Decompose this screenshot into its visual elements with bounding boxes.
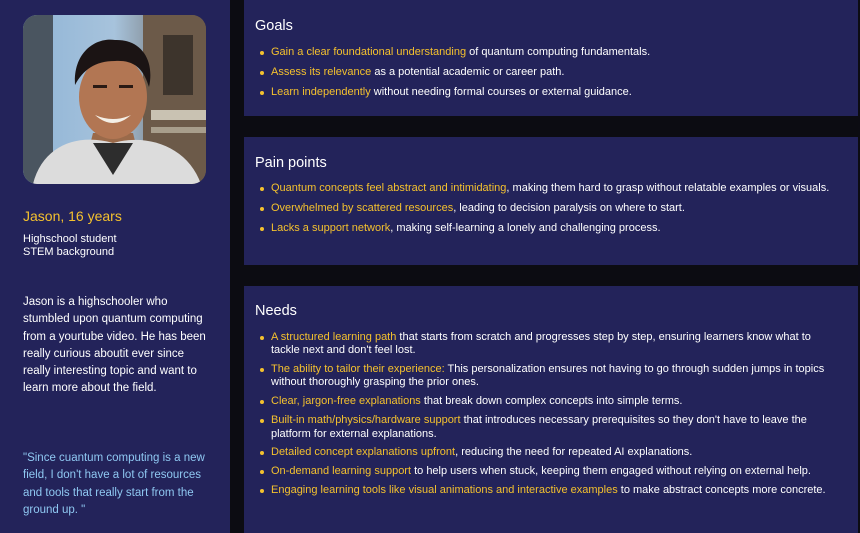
list-item <box>271 395 840 408</box>
pain-points-list <box>255 182 840 235</box>
body-text: , leading to decision paralysis on where to start. <box>453 201 685 214</box>
body-text: that break down complex concepts into simple terms. <box>420 395 683 408</box>
list-item <box>271 414 840 441</box>
highlight-text: Gain a clear foundational understanding <box>271 46 467 58</box>
needs-card <box>244 286 858 533</box>
highlight-text: Lacks a support network <box>271 221 391 234</box>
persona-background-line: STEM background <box>23 246 115 258</box>
persona-role <box>23 233 117 259</box>
highlight-text: Clear, jargon-free explanations <box>271 395 421 408</box>
highlight-text: On-demand learning support <box>271 465 412 478</box>
highlight-text: Engaging learning tools like visual animations and interactive examples <box>271 484 618 497</box>
goals-card <box>244 0 858 116</box>
highlight-text: Quantum concepts feel abstract and intimidating <box>271 182 507 194</box>
persona-bio: Jason is a highschooler who stumbled upon quantum computing from a yourtube video. He has been really curious aboutit ever since really interesting topic and want to learn more about the field. <box>23 296 206 395</box>
persona-photo <box>23 15 206 184</box>
list-item <box>271 446 840 459</box>
needs-list <box>255 331 840 498</box>
persona-quote: "Since cuantum computing is a new field, I don't have a lot of resources and tools that really start from the ground up. " <box>23 452 205 516</box>
highlight-text: The ability to tailor their experience: <box>271 363 445 376</box>
list-item <box>271 86 840 99</box>
body-text: as a potential academic or career path. <box>371 65 565 78</box>
body-text: to help users when stuck, keeping them engaged without relying on external help. <box>411 465 811 478</box>
persona-profile-panel <box>0 0 230 533</box>
list-item <box>271 66 840 79</box>
needs-title: Needs <box>255 303 297 319</box>
highlight-text: Overwhelmed by scattered resources <box>271 201 454 214</box>
body-text: , making self-learning a lonely and challenging process. <box>390 221 661 234</box>
highlight-text: Assess its relevance <box>271 65 372 78</box>
body-text: that introduces necessary prerequisites so they don't have to leave the platform for external explanations. <box>271 414 807 440</box>
persona-name: Jason, 16 years <box>23 208 122 224</box>
list-item <box>271 182 840 195</box>
pain-points-title: Pain points <box>255 155 327 171</box>
persona-role-line: Highschool student <box>23 233 117 245</box>
list-item <box>271 46 840 59</box>
list-item <box>271 222 840 235</box>
body-text: This personalization ensures not having to go through sudden jumps in topics without thoroughly grasping the prior ones. <box>271 363 825 389</box>
highlight-text: A structured learning path <box>271 331 397 343</box>
list-item <box>271 331 840 358</box>
body-text: that starts from scratch and progresses step by step, ensuring learners know what to tackle next and don't feel lost. <box>271 331 811 357</box>
body-text: without needing formal courses or external guidance. <box>370 85 632 98</box>
goals-title: Goals <box>255 18 293 34</box>
highlight-text: Detailed concept explanations upfront <box>271 446 456 459</box>
list-item <box>271 202 840 215</box>
body-text: , reducing the need for repeated AI explanations. <box>455 446 693 459</box>
body-text: to make abstract concepts more concrete. <box>617 484 826 497</box>
list-item <box>271 363 840 390</box>
list-item <box>271 465 840 478</box>
list-item <box>271 484 840 497</box>
body-text: of quantum computing fundamentals. <box>466 46 651 58</box>
body-text: , making them hard to grasp without relatable examples or visuals. <box>506 182 830 194</box>
highlight-text: Built-in math/physics/hardware support <box>271 414 461 427</box>
highlight-text: Learn independently <box>271 85 371 98</box>
goals-list <box>255 46 840 99</box>
pain-points-card <box>244 137 858 265</box>
